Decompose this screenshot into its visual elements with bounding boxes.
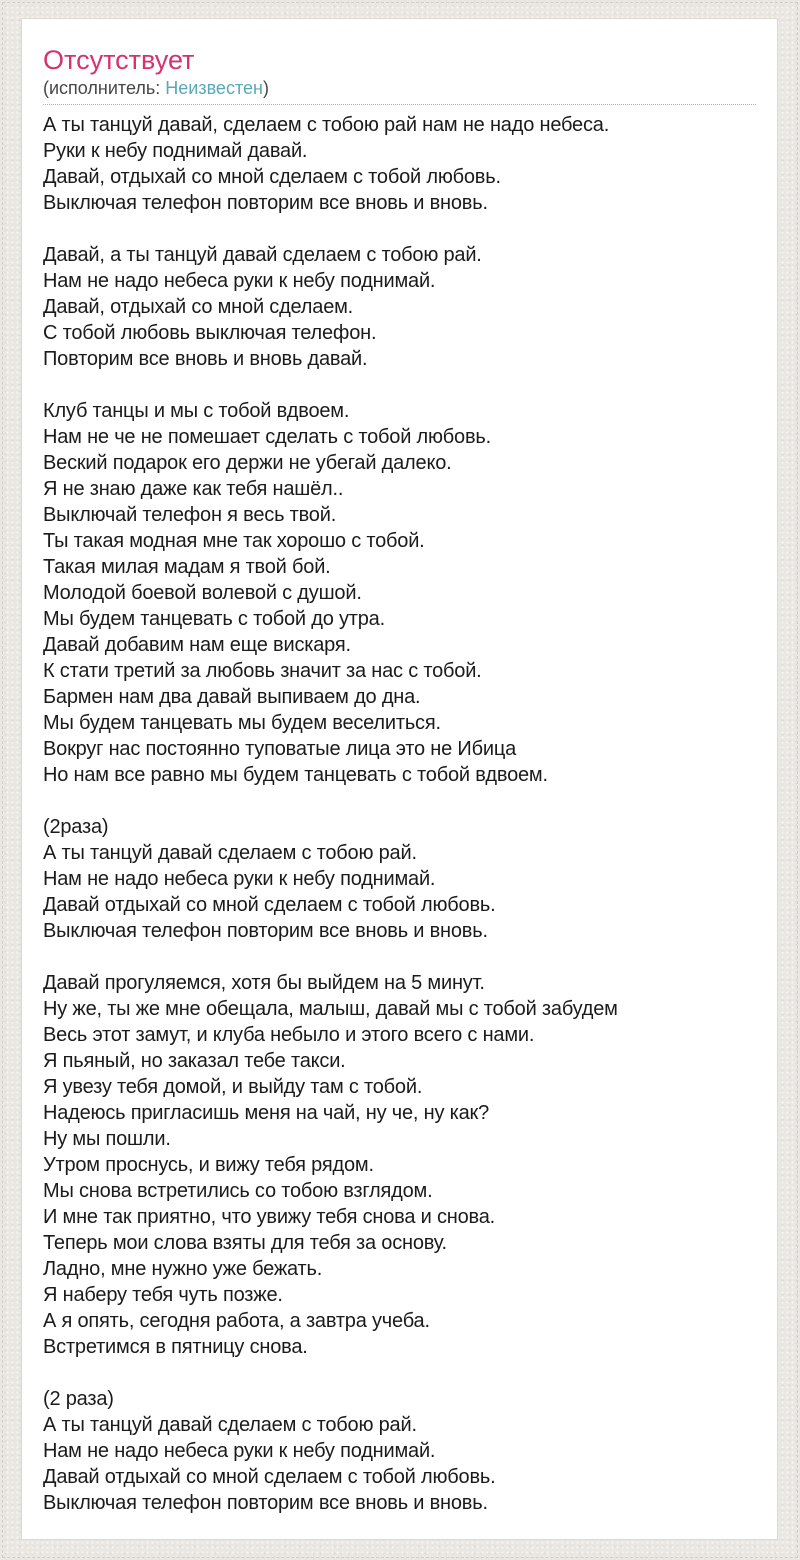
lyric-line: Мы будем танцевать мы будем веселиться. <box>43 711 441 734</box>
lyric-gap <box>43 788 756 814</box>
lyric-line: Я пьяный, но заказал тебе такси. <box>43 1049 346 1072</box>
lyric-line: Выключая телефон повторим все вновь и вновь. <box>43 919 488 942</box>
lyric-line: Давай, отдыхай со мной сделаем. <box>43 295 354 318</box>
lyric-line: Надеюсь пригласишь меня на чай, ну че, ну как? <box>43 1101 490 1124</box>
lyric-line: Ладно, мне нужно уже бежать. <box>43 1257 323 1280</box>
song-header <box>43 45 756 105</box>
lyric-line: А ты танцуй давай сделаем с тобою рай. <box>43 1413 417 1436</box>
lyric-line: Я увезу тебя домой, и выйду там с тобой. <box>43 1075 423 1098</box>
lyric-line: Давай, отдыхай со мной сделаем с тобой любовь. <box>43 165 501 188</box>
lyric-line: Выключая телефон повторим все вновь и вновь. <box>43 1491 488 1514</box>
artist-link[interactable]: Неизвестен <box>165 78 263 99</box>
lyric-line: Вокруг нас постоянно туповатые лица это не Ибица <box>43 737 516 760</box>
lyric-line: Ты такая модная мне так хорошо с тобой. <box>43 529 425 552</box>
lyric-line: Такая милая мадам я твой бой. <box>43 555 331 578</box>
song-title: Отсутствует <box>43 45 195 75</box>
lyrics-text <box>43 112 756 1516</box>
artist-line <box>43 79 756 99</box>
lyric-line: Выключай телефон я весь твой. <box>43 503 337 526</box>
lyric-line: (2 раза) <box>43 1387 114 1410</box>
lyric-line: Но нам все равно мы будем танцевать с тобой вдвоем. <box>43 763 548 786</box>
lyric-gap <box>43 1360 756 1386</box>
lyrics-card <box>21 18 778 1540</box>
lyric-line: Утром проснусь, и вижу тебя рядом. <box>43 1153 374 1176</box>
lyric-line: Давай отдыхай со мной сделаем с тобой любовь. <box>43 1465 496 1488</box>
lyric-line: Теперь мои слова взяты для тебя за основу. <box>43 1231 447 1254</box>
lyric-line: Выключая телефон повторим все вновь и вновь. <box>43 191 488 214</box>
lyric-line: Повторим все вновь и вновь давай. <box>43 347 368 370</box>
lyric-line: Нам не надо небеса руки к небу поднимай. <box>43 269 436 292</box>
lyric-line: К стати третий за любовь значит за нас с тобой. <box>43 659 482 682</box>
lyric-line: Веский подарок его держи не убегай далеко. <box>43 451 452 474</box>
lyric-line: Руки к небу поднимай давай. <box>43 139 308 162</box>
lyric-line: Давай добавим нам еще вискаря. <box>43 633 351 656</box>
lyric-line: Ну же, ты же мне обещала, малыш, давай мы с тобой забудем <box>43 997 618 1020</box>
lyric-line: Давай прогуляемся, хотя бы выйдем на 5 минут. <box>43 971 485 994</box>
lyric-gap <box>43 944 756 970</box>
lyric-line: Ну мы пошли. <box>43 1127 171 1150</box>
lyric-line: Весь этот замут, и клуба небыло и этого всего с нами. <box>43 1023 535 1046</box>
lyric-line: Я не знаю даже как тебя нашёл.. <box>43 477 344 500</box>
lyric-line: Я наберу тебя чуть позже. <box>43 1283 283 1306</box>
artist-label-suffix: ) <box>262 78 269 99</box>
lyric-line: Давай отдыхай со мной сделаем с тобой любовь. <box>43 893 496 916</box>
lyric-line: Мы будем танцевать с тобой до утра. <box>43 607 385 630</box>
lyric-line: А ты танцуй давай, сделаем с тобою рай нам не надо небеса. <box>43 113 610 136</box>
lyric-line: А я опять, сегодня работа, а завтра учеба. <box>43 1309 430 1332</box>
lyric-line: (2раза) <box>43 815 109 838</box>
lyric-line: Мы снова встретились со тобою взглядом. <box>43 1179 433 1202</box>
artist-label-prefix: (исполнитель: <box>43 78 166 99</box>
lyric-line: И мне так приятно, что увижу тебя снова и снова. <box>43 1205 496 1228</box>
lyric-line: Нам не надо небеса руки к небу поднимай. <box>43 867 436 890</box>
lyric-gap <box>43 216 756 242</box>
lyric-line: Давай, а ты танцуй давай сделаем с тобою рай. <box>43 243 482 266</box>
lyric-line: С тобой любовь выключая телефон. <box>43 321 377 344</box>
lyric-gap <box>43 372 756 398</box>
lyric-line: Нам не че не помешает сделать с тобой любовь. <box>43 425 491 448</box>
lyric-line: Молодой боевой волевой с душой. <box>43 581 362 604</box>
lyric-line: А ты танцуй давай сделаем с тобою рай. <box>43 841 417 864</box>
lyric-line: Бармен нам два давай выпиваем до дна. <box>43 685 421 708</box>
lyric-line: Нам не надо небеса руки к небу поднимай. <box>43 1439 436 1462</box>
lyric-line: Встретимся в пятницу снова. <box>43 1335 308 1358</box>
lyric-line: Клуб танцы и мы с тобой вдвоем. <box>43 399 350 422</box>
